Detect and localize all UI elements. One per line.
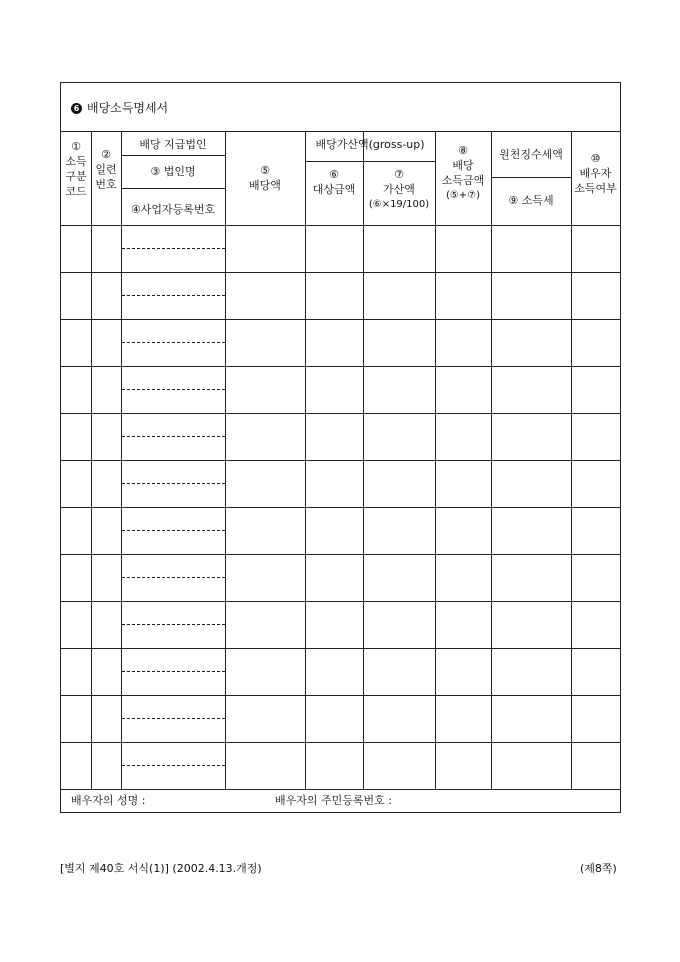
grossup-group-header: 배당가산액(gross-up)	[315, 138, 425, 151]
col7-header: ⑦ 가산액 (⑥×19/100)	[368, 168, 430, 210]
page-number: (제8쪽)	[580, 862, 617, 875]
col4-header: ④사업자등록번호	[130, 203, 216, 216]
spouse-name-label: 배우자의 성명 :	[71, 794, 146, 807]
payer-group-header: 배당 지급법인	[139, 138, 207, 151]
col8-header: ⑧ 배당 소득금액 (⑤+⑦)	[441, 144, 485, 201]
col5-header: ⑤ 배당액	[249, 164, 281, 192]
col2-header: ② 일련 번호	[95, 148, 117, 191]
col1-header: ① 소득 구분 코드	[65, 140, 87, 198]
section-title-text: 배당소득명세서	[87, 101, 169, 115]
section-title	[71, 99, 168, 116]
col10-header: ⑩ 배우자 소득여부	[574, 152, 617, 195]
section-marker: 6	[71, 103, 82, 114]
form-identifier: [별지 제40호 서식(1)] (2002.4.13.개정)	[60, 862, 262, 875]
withholding-group-header: 원천징수세액	[499, 148, 563, 161]
table-grid-lines	[61, 131, 620, 813]
dividend-table	[61, 131, 620, 813]
col3-header: ③ 법인명	[150, 165, 196, 178]
col9-header: ⑨ 소득세	[508, 194, 554, 207]
dividend-income-form	[60, 82, 621, 813]
col6-header: ⑥ 대상금액	[312, 168, 356, 196]
spouse-id-label: 배우자의 주민등록번호 :	[275, 794, 392, 807]
